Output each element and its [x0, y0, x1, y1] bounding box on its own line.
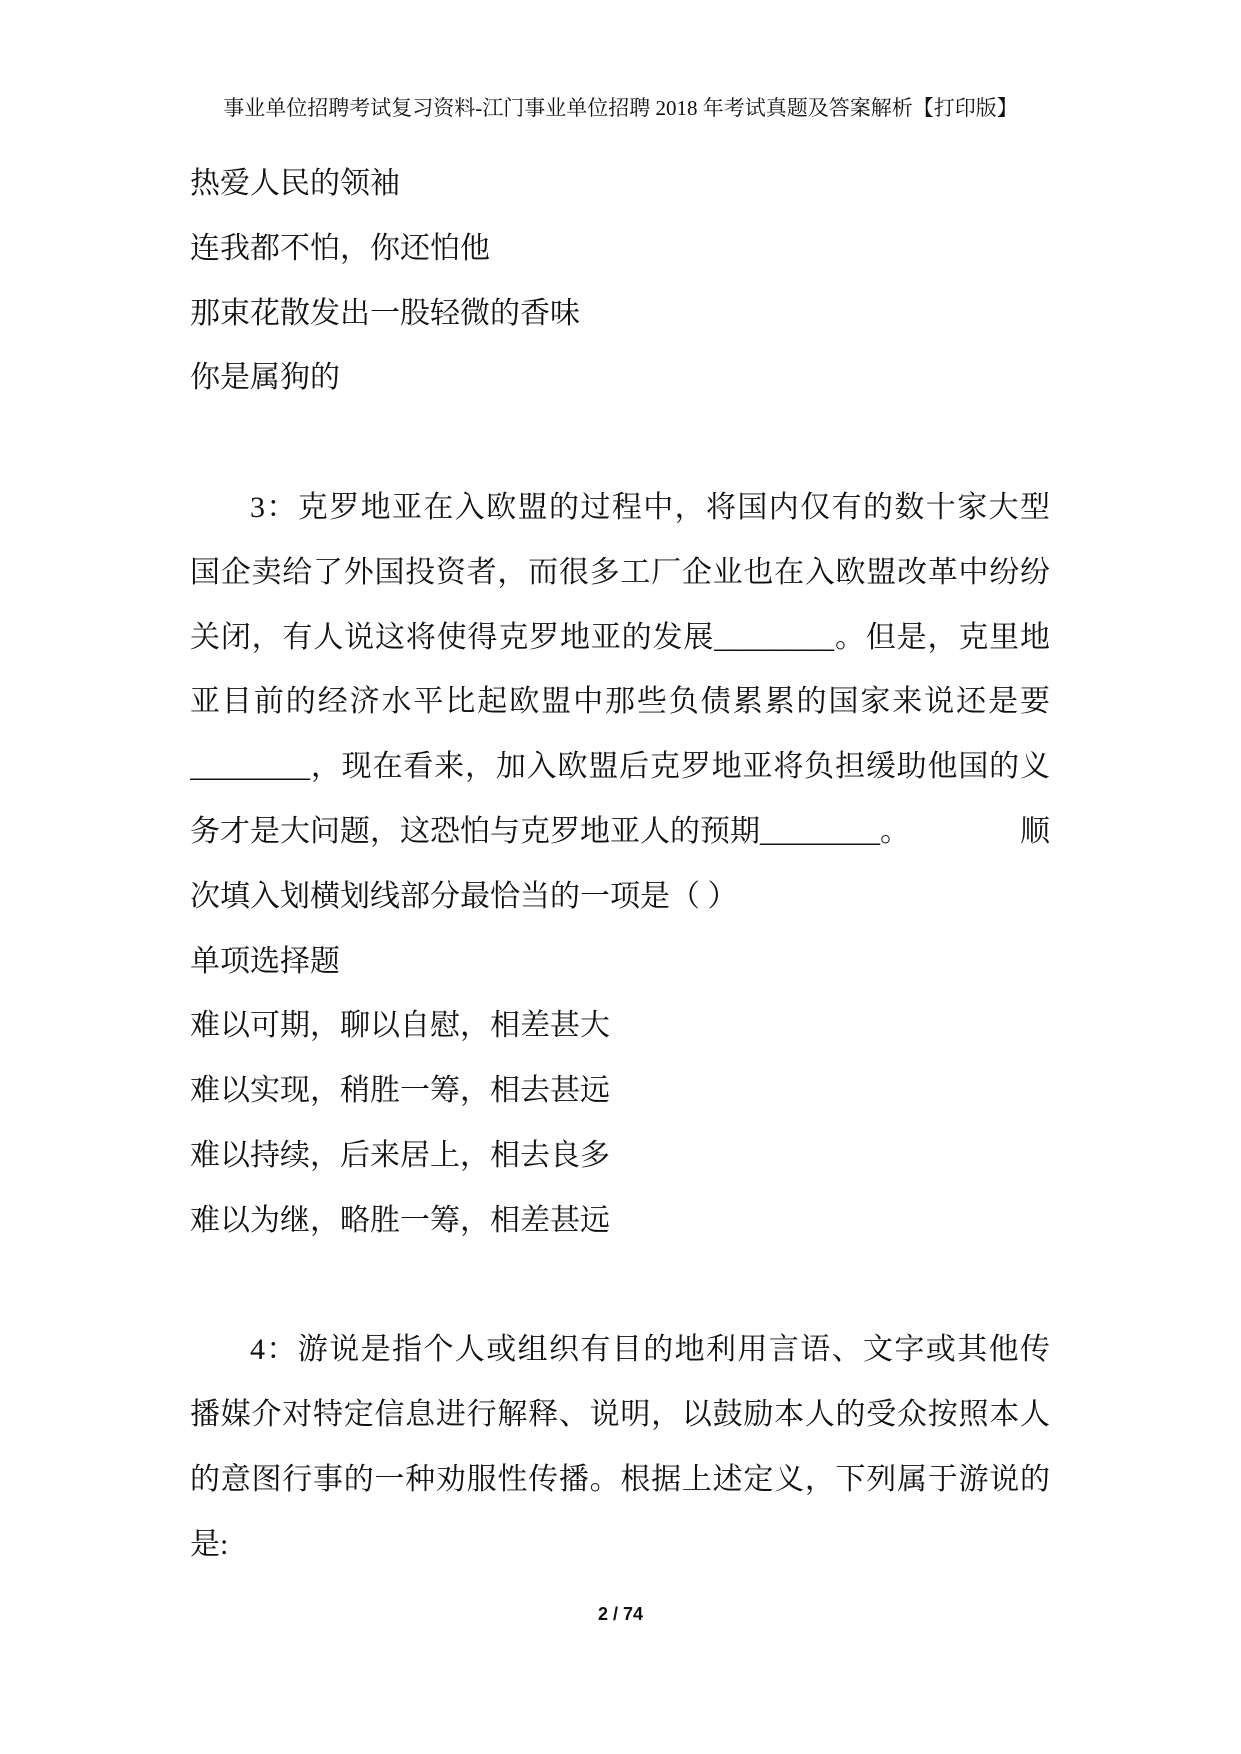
- question-3-stem-line: 次填入划横划线部分最恰当的一项是（ ）: [190, 879, 738, 913]
- question-3-option: 难以可期，聊以自慰，相差甚大: [190, 1009, 610, 1043]
- answer-option-line: 你是属狗的: [190, 361, 340, 395]
- paragraph-spacer: [190, 411, 1050, 476]
- question-3-stem-line: ________，现在看来，加入欧盟后克罗地亚将负担缓助他国的义: [190, 750, 1050, 784]
- question-3-stem-line-right: 顺: [1020, 814, 1050, 848]
- question-3-stem-line-left: 务才是大问题，这恐怕与克罗地亚人的预期________。: [190, 814, 910, 848]
- question-3-stem-line: 国企卖给了外国投资者，而很多工厂企业也在入欧盟改革中纷纷: [190, 555, 1050, 589]
- question-4-stem-line: 的意图行事的一种劝服性传播。根据上述定义，下列属于游说的: [190, 1462, 1050, 1496]
- page-number: 2 / 74: [597, 1604, 644, 1624]
- question-4-stem-line: 播媒介对特定信息进行解释、说明，以鼓励本人的受众按照本人: [190, 1398, 1050, 1432]
- paragraph-spacer: [190, 1254, 1050, 1319]
- page-header: 事业单位招聘考试复习资料-江门事业单位招聘 2018 年考试真题及答案解析【打印版】: [223, 96, 1018, 120]
- question-3-option: 难以为继，略胜一筹，相差甚远: [190, 1203, 610, 1237]
- question-3-option: 难以持续，后来居上，相去良多: [190, 1138, 610, 1172]
- answer-option-line: 那束花散发出一股轻微的香味: [190, 296, 580, 330]
- question-3-stem-line: [190, 800, 1050, 865]
- question-4-stem-line: 是:: [190, 1527, 229, 1561]
- question-3-stem-line: 3：克罗地亚在入欧盟的过程中，将国内仅有的数十家大型: [250, 490, 1050, 524]
- question-3-type: 单项选择题: [190, 944, 340, 978]
- question-4-stem-line: 4：游说是指个人或组织有目的地利用言语、文字或其他传: [250, 1333, 1050, 1367]
- answer-option-line: 连我都不怕，你还怕他: [190, 231, 490, 265]
- question-3-option: 难以实现，稍胜一筹，相去甚远: [190, 1074, 610, 1108]
- question-3-stem-line: 亚目前的经济水平比起欧盟中那些负债累累的国家来说还是要: [190, 685, 1050, 719]
- question-3-stem-line: 关闭，有人说这将使得克罗地亚的发展________。但是，克里地: [190, 620, 1050, 654]
- answer-option-line: 热爱人民的领袖: [190, 167, 400, 200]
- document-body: [190, 152, 1050, 1578]
